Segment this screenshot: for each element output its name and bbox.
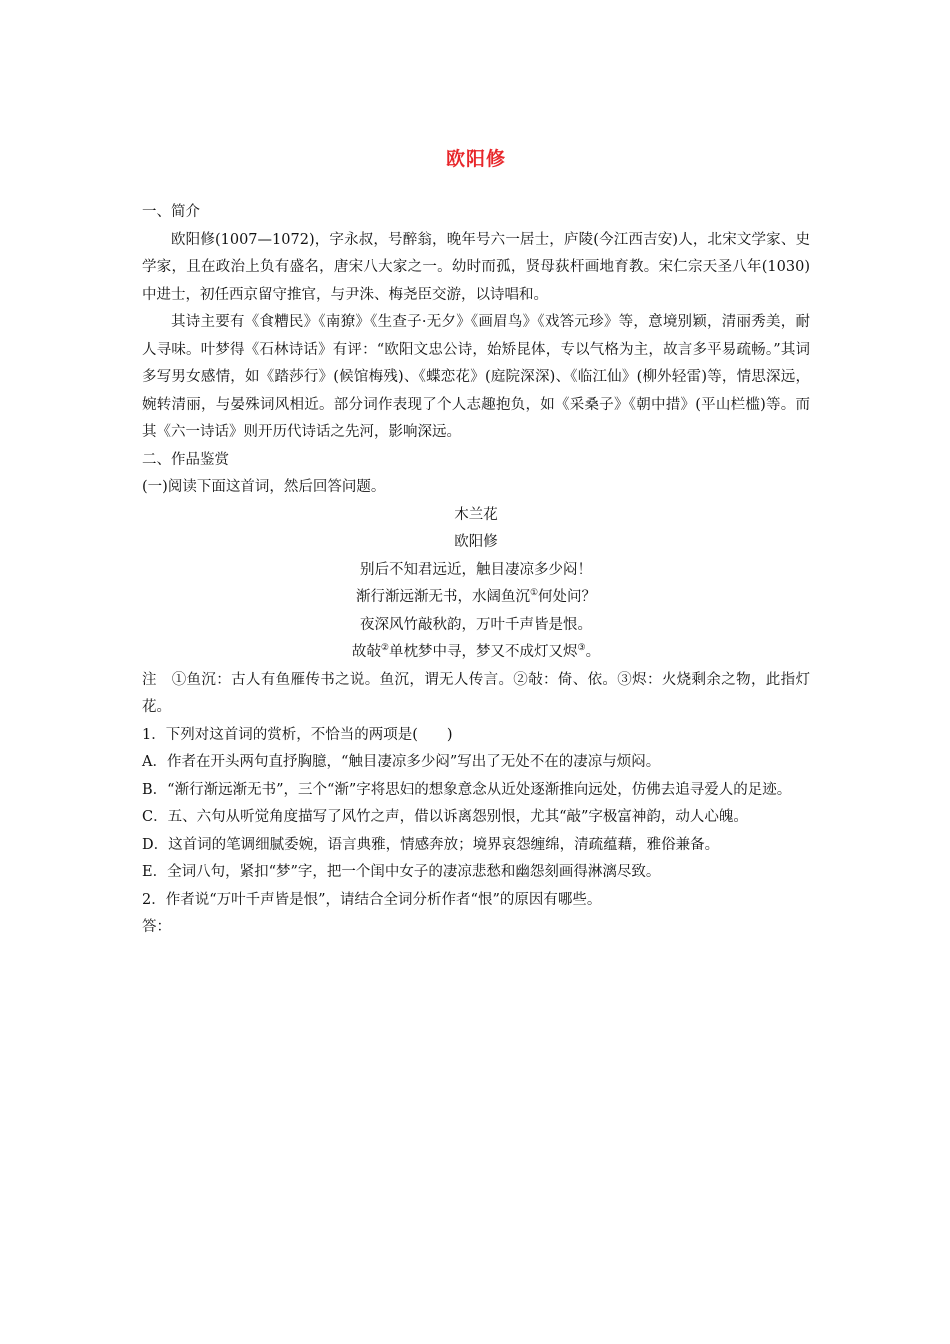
poem-line-4 [142,639,810,667]
intro-paragraph-2: 其诗主要有《食糟民》《南獠》《生查子·无夕》《画眉鸟》《戏答元珍》等，意境别颖，清丽秀美，耐人寻味。叶梦得《石林诗话》有评：“欧阳文忠公诗，始矫昆体，专以气格为主，故言多平易疏畅。”其词多写男女感情，如《踏莎行》(候馆梅残)、《蝶恋花》(庭院深深)、《临江仙》(柳外轻雷)等，情思深远，婉转清丽，与晏殊词风相近。部分词作表现了个人志趣抱负，如《采桑子》《朝中措》(平山栏槛)等。而其《六一诗话》则开历代诗话之先河，影响深远。 [142,314,810,440]
question-1: 1．下列对这首词的赏析，不恰当的两项是( ) [142,726,453,743]
poem-line-2-part-1: 渐行渐远渐无书，水阔鱼沉 [355,589,530,605]
page-title: 欧阳修 [445,148,506,170]
option-c: C．五、六句从听觉角度描写了风竹之声，借以诉离怨别恨，尤其“敲”字极富神韵，动人心魄。 [142,809,748,825]
option-b: B．“渐行渐远渐无书”，三个“渐”字将思妇的想象意念从近处逐渐推向远处，仿佛去追寻爱人的足迹。 [142,781,792,798]
poem-notes: 注 ①鱼沉：古人有鱼雁传书之说。鱼沉，谓无人传言。②敧：倚、依。③烬：火烧剩余之物，此指灯花。 [142,671,810,715]
footnote-marker-2: ② [380,643,389,654]
poem-line-4-part-2: 单枕梦中寻，梦又不成灯又烬 [389,644,578,660]
option-d: D．这首词的笔调细腻委婉，语言典雅，情感奔放；境界哀怨缠绵，清疏蕴藉，雅俗兼备。 [142,836,720,853]
document-body [142,199,810,942]
footnote-marker-3: ③ [577,643,586,654]
section-heading-appreciation: 二、作品鉴赏 [142,451,229,468]
poem-title: 木兰花 [454,506,498,523]
poem-line-1: 别后不知君远近，触目凄凉多少闷！ [360,561,592,578]
poem-line-4-part-1: 故敧 [351,644,381,660]
poem-line-4-part-3: 。 [585,644,601,660]
intro-paragraph-1: 欧阳修(1007—1072)，字永叔，号醉翁，晚年号六一居士，庐陵(今江西吉安)人，北宋文学家、史学家，且在政治上负有盛名，唐宋八大家之一。幼时而孤，贤母荻杆画地育教。宋仁宗天圣八年(1030)中进士，初任西京留守推官，与尹洙、梅尧臣交游，以诗唱和。 [142,231,810,303]
option-e: E．全词八句，紧扣“梦”字，把一个闺中女子的凄凉悲愁和幽怨刻画得淋漓尽致。 [142,864,661,880]
poem-author: 欧阳修 [454,534,498,550]
poem-line-3: 夜深风竹敲秋韵，万叶千声皆是恨。 [360,616,592,633]
poem-line-2-part-2: 何处问？ [538,589,597,605]
question-2: 2．作者说“万叶千声皆是恨”，请结合全词分析作者“恨”的原因有哪些。 [142,891,602,908]
option-a: A．作者在开头两句直抒胸臆，“触目凄凉多少闷”写出了无处不在的凄凉与烦闷。 [142,754,661,770]
reading-instruction: (一)阅读下面这首词，然后回答问题。 [142,479,386,495]
footnote-marker-1: ① [529,588,539,599]
section-heading-intro: 一、简介 [142,204,200,220]
answer-label: 答： [142,919,171,935]
poem-line-2 [142,584,810,612]
